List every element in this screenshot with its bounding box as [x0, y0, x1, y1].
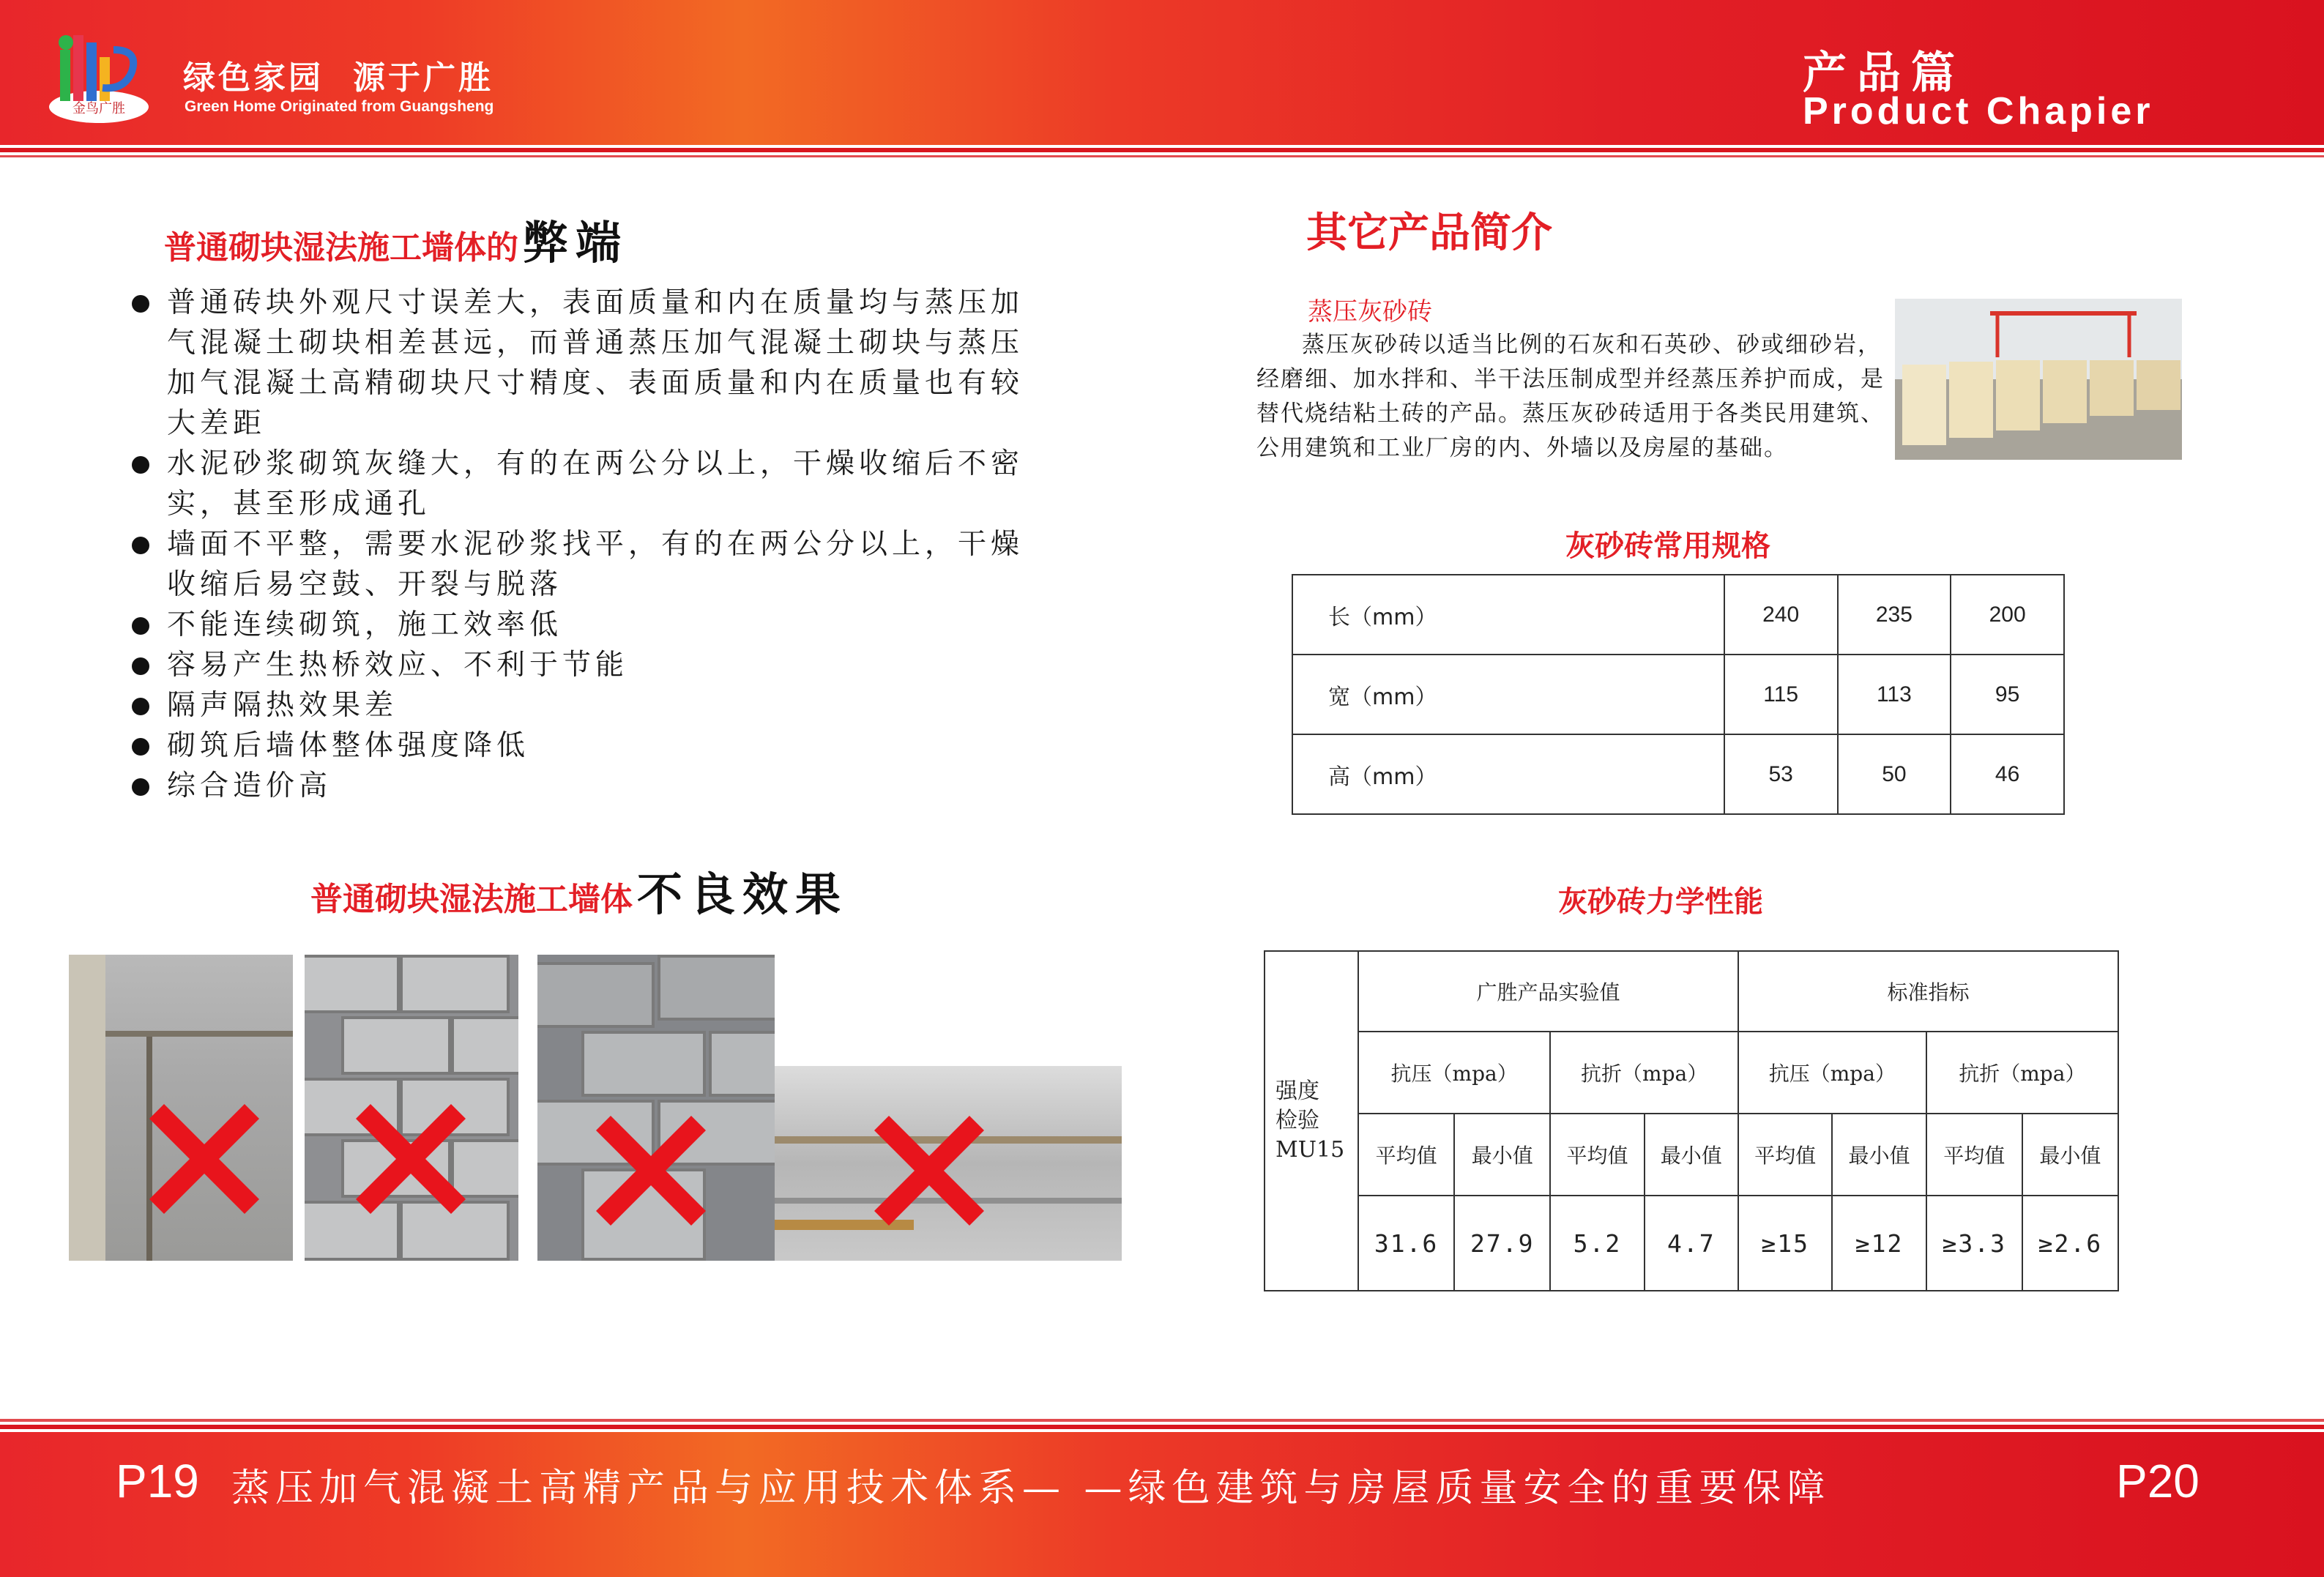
sub-header: 抗压（mpa）	[1738, 1032, 1926, 1114]
list-item: 不能连续砌筑，施工效率低	[129, 605, 1037, 645]
table-cell: 长（mm）	[1292, 575, 1724, 655]
sub-header: 抗压（mpa）	[1358, 1032, 1550, 1114]
bad-effects-title-accent: 不良效果	[637, 868, 849, 921]
mech-table-title: 灰砂砖力学性能	[1558, 885, 1763, 919]
wall-photo-4	[775, 1066, 1122, 1261]
bad-effects-title-text: 普通砌块湿法施工墙体	[310, 881, 633, 918]
chapter-title-en: Product Chapier	[1803, 90, 2154, 133]
bullet-dot-icon	[132, 537, 149, 554]
bullet-dot-icon	[132, 698, 149, 715]
table-row	[1292, 734, 2064, 814]
drawbacks-title	[164, 206, 628, 272]
header-divider-thin	[0, 155, 2324, 157]
header-slogan	[183, 51, 494, 98]
stat-header: 最小值	[1645, 1114, 1738, 1196]
table-cell: ≥3.3	[1926, 1196, 2022, 1291]
footer-divider	[0, 1425, 2324, 1429]
product-photo	[1895, 299, 2182, 460]
cross-icon	[356, 1104, 466, 1214]
table-cell: 高（mm）	[1292, 734, 1724, 814]
slogan-part1: 绿色家园	[183, 59, 324, 97]
table-cell: 115	[1724, 655, 1838, 734]
header-slogan-en: Green Home Originated from Guangsheng	[185, 98, 494, 115]
stat-header: 平均值	[1926, 1114, 2022, 1196]
row-label-cell	[1265, 951, 1358, 1291]
table-row	[1265, 1114, 2118, 1196]
bullet-dot-icon	[132, 617, 149, 635]
bullet-dot-icon	[132, 778, 149, 796]
table-cell: 50	[1838, 734, 1951, 814]
guangsheng-logo-icon	[44, 20, 154, 130]
page-number-left: P19	[116, 1455, 199, 1507]
table-cell: 240	[1724, 575, 1838, 655]
spec-table	[1292, 574, 2065, 815]
table-cell: 31.6	[1358, 1196, 1454, 1291]
cross-icon	[149, 1104, 259, 1214]
other-products-title: 其它产品简介	[1306, 209, 1552, 257]
drawbacks-title-accent: 弊端	[523, 216, 629, 269]
product-name: 蒸压灰砂砖	[1308, 297, 1432, 327]
chapter-title-cn: 产品篇	[1803, 48, 1965, 99]
table-row	[1265, 1196, 2118, 1291]
table-row	[1265, 951, 2118, 1032]
group-header: 广胜产品实验值	[1358, 951, 1738, 1032]
bad-effects-title	[310, 858, 848, 923]
table-row	[1292, 655, 2064, 734]
table-cell: 27.9	[1454, 1196, 1550, 1291]
drawbacks-list	[129, 283, 1037, 806]
stat-header: 最小值	[2022, 1114, 2118, 1196]
table-row	[1265, 1032, 2118, 1114]
group-header: 标准指标	[1738, 951, 2118, 1032]
row-label-line: 强度	[1275, 1078, 1319, 1104]
spec-table-title: 灰砂砖常用规格	[1565, 529, 1770, 563]
table-cell: ≥12	[1832, 1196, 1926, 1291]
bullet-dot-icon	[132, 456, 149, 474]
list-item: 隔声隔热效果差	[129, 685, 1037, 726]
stat-header: 最小值	[1832, 1114, 1926, 1196]
logo-text: 金鸟广胜	[72, 101, 125, 116]
footer-divider-thin	[0, 1419, 2324, 1422]
list-item: 普通砖块外观尺寸误差大，表面质量和内在质量均与蒸压加气混凝土砌块相差甚远，而普通蒸压加气混凝土砌块与蒸压加气混凝土高精砌块尺寸精度、表面质量和内在质量也有较大差距	[129, 283, 1037, 444]
slogan-part2: 源于广胜	[353, 59, 494, 97]
row-label-line: MU15	[1275, 1137, 1345, 1163]
wall-photo-1	[69, 955, 293, 1261]
page-number-right: P20	[2116, 1455, 2200, 1507]
mech-table	[1264, 950, 2119, 1291]
list-item: 综合造价高	[129, 766, 1037, 806]
list-item: 水泥砂浆砌筑灰缝大，有的在两公分以上，干燥收缩后不密实，甚至形成通孔	[129, 444, 1037, 524]
table-cell: ≥15	[1738, 1196, 1832, 1291]
table-cell: 113	[1838, 655, 1951, 734]
table-cell: 宽（mm）	[1292, 655, 1724, 734]
sub-header: 抗折（mpa）	[1926, 1032, 2118, 1114]
stat-header: 平均值	[1550, 1114, 1644, 1196]
stat-header: 平均值	[1358, 1114, 1454, 1196]
bullet-dot-icon	[132, 738, 149, 756]
cross-icon	[596, 1116, 706, 1226]
table-cell: 4.7	[1645, 1196, 1738, 1291]
stat-header: 平均值	[1738, 1114, 1832, 1196]
product-intro: 蒸压灰砂砖以适当比例的石灰和石英砂、砂或细砂岩，经磨细、加水拌和、半干法压制成型并经蒸压养护而成，是替代烧结粘土砖的产品。蒸压灰砂砖适用于各类民用建筑、公用建筑和工业厂房的内、外墙以及房屋的基础。	[1256, 332, 1885, 461]
list-item: 砌筑后墙体整体强度降低	[129, 726, 1037, 766]
header-divider	[0, 148, 2324, 152]
table-cell: 95	[1951, 655, 2064, 734]
wall-photo-3	[537, 955, 775, 1261]
cross-icon	[874, 1116, 984, 1226]
table-cell: 235	[1838, 575, 1951, 655]
wall-photo-2	[305, 955, 518, 1261]
table-cell: 53	[1724, 734, 1838, 814]
row-label-line: 检验	[1275, 1108, 1319, 1133]
bullet-dot-icon	[132, 295, 149, 313]
sub-header: 抗折（mpa）	[1550, 1032, 1738, 1114]
drawbacks-title-text: 普通砌块湿法施工墙体的	[164, 229, 518, 266]
table-cell: 5.2	[1550, 1196, 1644, 1291]
list-item: 墙面不平整，需要水泥砂浆找平，有的在两公分以上，干燥收缩后易空鼓、开裂与脱落	[129, 524, 1037, 605]
table-cell: 46	[1951, 734, 2064, 814]
table-row	[1292, 575, 2064, 655]
stat-header: 最小值	[1454, 1114, 1550, 1196]
list-item: 容易产生热桥效应、不利于节能	[129, 645, 1037, 685]
table-cell: ≥2.6	[2022, 1196, 2118, 1291]
table-cell: 200	[1951, 575, 2064, 655]
footer-tagline: 蒸压加气混凝土高精产品与应用技术体系— —绿色建筑与房屋质量安全的重要保障	[231, 1466, 1831, 1510]
bullet-dot-icon	[132, 657, 149, 675]
